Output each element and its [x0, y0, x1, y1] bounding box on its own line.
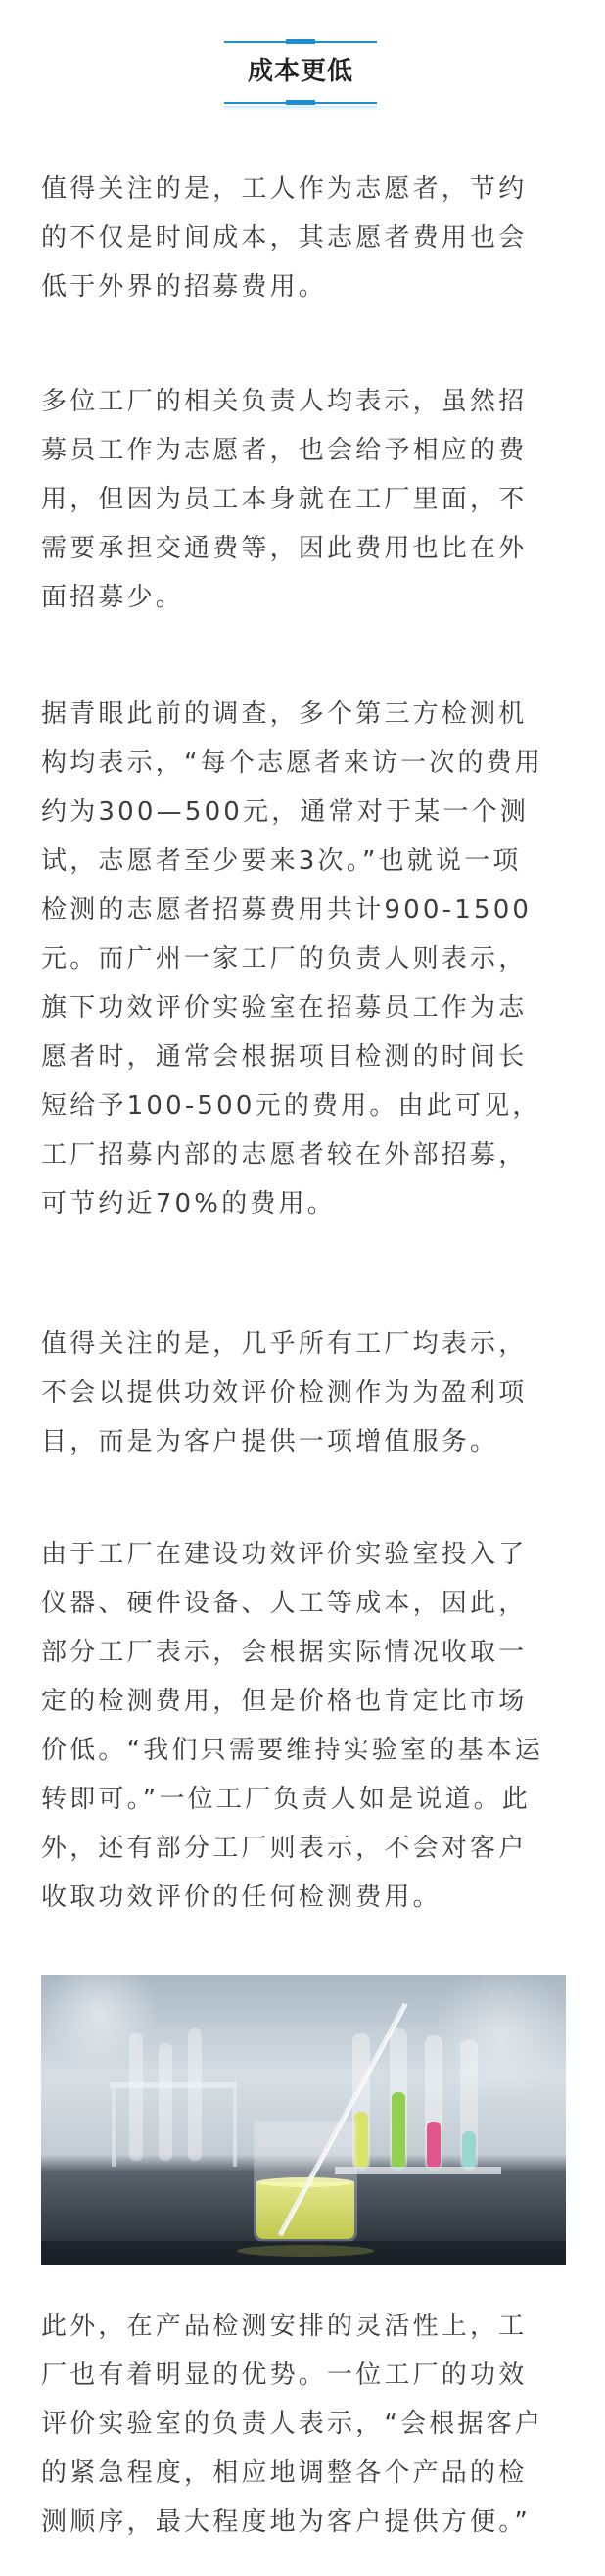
heading-bottom-shadow — [224, 106, 377, 111]
paragraph-line: 厂也有着明显的优势。一位工厂的功效 — [41, 2361, 528, 2390]
paragraph-line: 据青眼此前的调查，多个第三方检测机 — [41, 699, 528, 729]
lab-glassware-icon — [41, 1975, 566, 2265]
heading-bottom-accent — [286, 100, 315, 105]
paragraph-line: 的不仅是时间成本，其志愿者费用也会 — [41, 223, 528, 253]
paragraph-line: 短给予100-500元的费用。由此可见， — [41, 1091, 541, 1121]
paragraph-line: 值得关注的是，工人作为志愿者，节约 — [41, 174, 528, 204]
paragraph-line: 多位工厂的相关负责人均表示，虽然招 — [41, 387, 528, 416]
section-title: 成本更低 — [247, 57, 353, 86]
paragraph-line: 部分工厂表示，会根据实际情况收取一 — [41, 1638, 528, 1667]
paragraph-line: 约为300—500元，通常对于某一个测 — [41, 797, 530, 827]
paragraph-line: 测顺序，最大程度地为客户提供方便。” — [41, 2507, 532, 2537]
lab-glassware-image — [41, 1975, 566, 2265]
paragraph-4 — [41, 1319, 566, 1466]
paragraph-line: 检测的志愿者招募费用共计900-1500 — [41, 895, 533, 925]
paragraph-6 — [41, 2302, 566, 2547]
paragraph-line: 目，而是为客户提供一项增值服务。 — [41, 1427, 499, 1456]
paragraph-line: 面招募少。 — [41, 583, 185, 612]
paragraph-line: 元。而广州一家工厂的负责人则表示， — [41, 944, 528, 974]
paragraph-line: 不会以提供功效评价检测作为为盈利项 — [41, 1378, 528, 1407]
paragraph-line: 值得关注的是，几乎所有工厂均表示， — [41, 1329, 528, 1359]
paragraph-line: 收取功效评价的任何检测费用。 — [41, 1883, 442, 1912]
heading-top-accent — [286, 39, 315, 44]
paragraph-line: 转即可。”一位工厂负责人如是说道。此 — [41, 1785, 532, 1814]
paragraph-line: 工厂招募内部的志愿者较在外部招募， — [41, 1140, 528, 1169]
paragraph-line: 可节约近70%的费用。 — [41, 1189, 336, 1218]
paragraph-line: 旗下功效评价实验室在招募员工作为志 — [41, 993, 528, 1023]
paragraph-line: 需要承担交通费等，因此费用也比在外 — [41, 534, 528, 563]
paragraph-line: 愿者时，通常会根据项目检测的时间长 — [41, 1042, 528, 1072]
paragraph-1 — [41, 165, 566, 311]
paragraph-line: 此外，在产品检测安排的灵活性上，工 — [41, 2312, 528, 2341]
paragraph-line: 价低。“我们只需要维持实验室的基本运 — [41, 1736, 544, 1765]
paragraph-line: 仪器、硬件设备、人工等成本，因此， — [41, 1589, 528, 1618]
paragraph-3 — [41, 690, 566, 1228]
section-heading-frame — [224, 41, 377, 112]
paragraph-line: 定的检测费用，但是价格也肯定比市场 — [41, 1687, 528, 1716]
paragraph-line: 评价实验室的负责人表示，“会根据客户 — [41, 2409, 544, 2439]
section-heading — [0, 39, 605, 118]
paragraph-line: 构均表示，“每个志愿者来访一次的费用 — [41, 748, 544, 778]
paragraph-line: 低于外界的招募费用。 — [41, 272, 328, 302]
paragraph-line: 试，志愿者至少要来3次。”也就说一项 — [41, 846, 522, 876]
paragraph-line: 由于工厂在建设功效评价实验室投入了 — [41, 1540, 528, 1569]
paragraph-5 — [41, 1530, 566, 1922]
paragraph-2 — [41, 377, 566, 622]
paragraph-line: 外，还有部分工厂则表示，不会对客户 — [41, 1834, 528, 1863]
paragraph-line: 募员工作为志愿者，也会给予相应的费 — [41, 436, 528, 465]
paragraph-line: 的紧急程度，相应地调整各个产品的检 — [41, 2458, 528, 2488]
paragraph-line: 用，但因为员工本身就在工厂里面，不 — [41, 485, 528, 514]
